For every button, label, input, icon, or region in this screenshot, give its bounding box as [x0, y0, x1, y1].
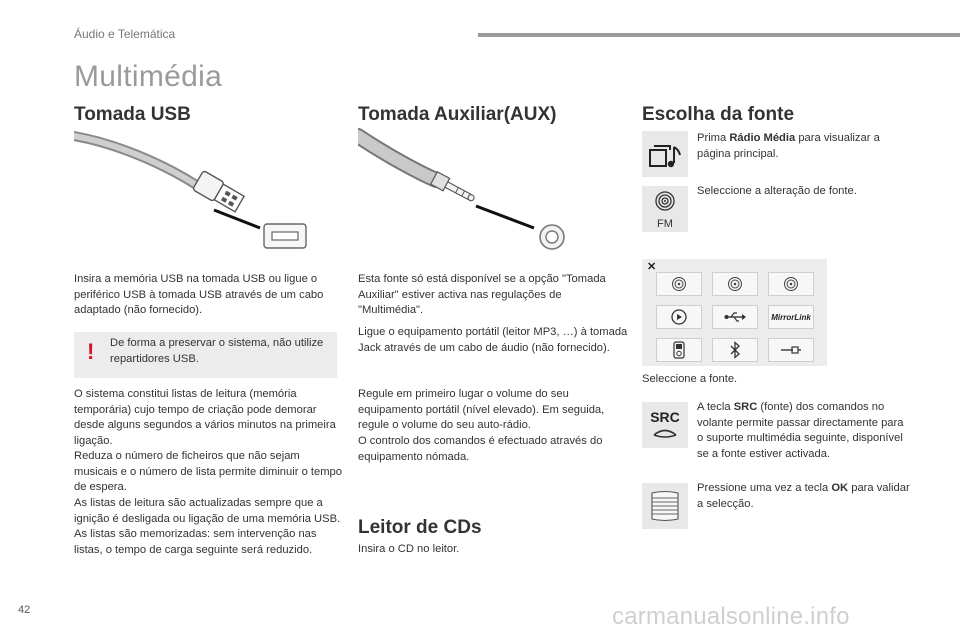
usb-paragraph-1: Insira a memória USB na tomada USB ou ligue o periférico USB à tomada USB através de um cabo adaptado (não fornecido). — [74, 273, 324, 316]
source-step-5: Pressione uma vez a tecla OK para validar a selecção. — [697, 482, 910, 510]
bluetooth-source-button[interactable] — [712, 338, 758, 362]
radio-source-button-2[interactable] — [712, 272, 758, 296]
cd-section-title: Leitor de CDs — [358, 517, 482, 538]
aux-section-title: Tomada Auxiliar(AUX) — [358, 104, 557, 125]
aux-paragraph-4: O controlo dos comandos é efectuado através do equipamento nómada. — [358, 435, 603, 463]
watermark: carmanualsonline.info — [612, 603, 850, 630]
usb-section-title: Tomada USB — [74, 104, 191, 125]
usb-plug-illustration — [74, 128, 336, 256]
source-step-3: Seleccione a fonte. — [642, 373, 738, 385]
cd-paragraph-1: Insira o CD no leitor. — [358, 543, 460, 555]
source-step-2: Seleccione a alteração de fonte. — [697, 185, 857, 197]
close-icon: ✕ — [647, 261, 657, 273]
cd-source-button[interactable] — [656, 305, 702, 329]
usb-paragraph-3: Reduza o número de ficheiros que não sejam musicais e o número de lista permite diminuir o tempo de espera. — [74, 450, 342, 493]
page-title: Multimédia — [74, 60, 223, 93]
mirrorlink-source-button[interactable]: MirrorLink — [768, 305, 814, 329]
source-step-1: Prima Rádio Média para visualizar a página principal. — [697, 132, 880, 160]
usb-source-button[interactable] — [712, 305, 758, 329]
radio-source-button-1[interactable] — [656, 272, 702, 296]
header-divider — [478, 33, 960, 37]
source-section-title: Escolha da fonte — [642, 104, 795, 125]
source-step-4: A tecla SRC (fonte) dos comandos no volante permite passar directamente para o suporte multimédia seguinte, disponível se a fonte estiver activada. — [697, 401, 904, 460]
aux-paragraph-3: Regule em primeiro lugar o volume do seu equipamento portátil (nível elevado). Em seguida, regule o volume do seu auto-rádio. — [358, 388, 605, 431]
ipod-source-button[interactable] — [656, 338, 702, 362]
warning-icon: ! — [87, 339, 95, 364]
aux-paragraph-1: Esta fonte só está disponível se a opção "Tomada Auxiliar" estiver activa nas regulações de "Multimédia". — [358, 273, 606, 316]
aux-paragraph-2: Ligue o equipamento portátil (leitor MP3, …) à tomada Jack através de um cabo de áudio (não fornecido). — [358, 326, 628, 354]
steering-ok-wheel-icon — [642, 483, 688, 529]
source-selection-screen — [642, 259, 827, 366]
fm-label: FM — [657, 218, 673, 230]
steering-src-icon — [642, 402, 688, 448]
header-section-label: Áudio e Telemática — [74, 27, 176, 41]
src-label: SRC — [650, 409, 680, 425]
page-number: 42 — [18, 604, 31, 616]
usb-notice-text: De forma a preservar o sistema, não utilize repartidores USB. — [110, 337, 324, 365]
jack-plug-illustration — [358, 128, 578, 256]
aux-source-button[interactable] — [768, 338, 814, 362]
media-icon — [642, 131, 688, 177]
usb-paragraph-4: As listas de leitura são actualizadas sempre que a ignição é desligada ou ligação de uma memória USB. As listas são memorizadas: sem intervenção nas listas, o tempo de carga seguinte será reduzido. — [74, 497, 341, 556]
radio-source-button-3[interactable] — [768, 272, 814, 296]
usb-paragraph-2: O sistema constitui listas de leitura (memória temporária) cujo tempo de criação pode demorar desde alguns segundos a vários minutos na primeira ligação. — [74, 388, 336, 447]
